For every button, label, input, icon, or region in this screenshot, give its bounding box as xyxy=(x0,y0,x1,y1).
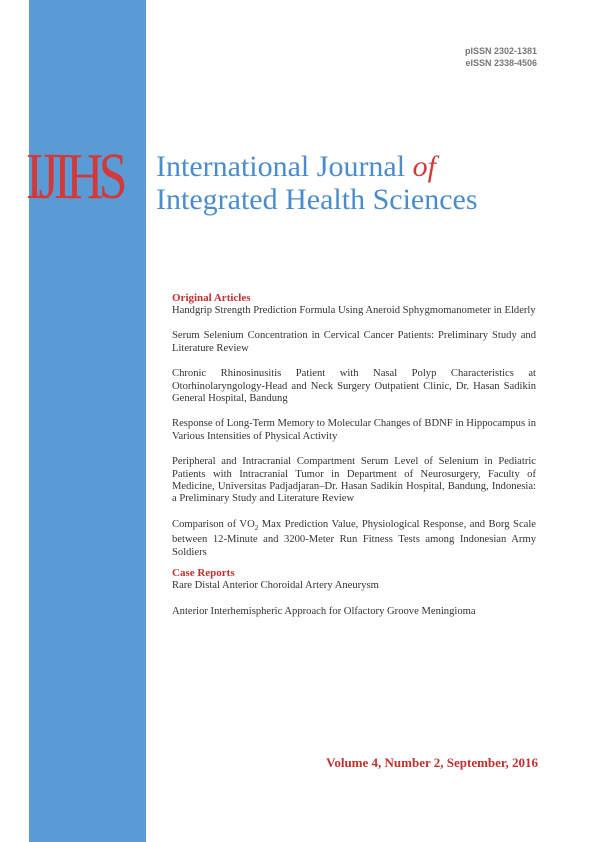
section-heading-original-articles: Original Articles xyxy=(172,292,251,304)
volume-issue-info: Volume 4, Number 2, September, 2016 xyxy=(326,755,538,770)
article-title[interactable]: Response of Long-Term Memory to Molecular Changes of BDNF in Hippocampus in Various Intensities of Physical Activity xyxy=(172,418,536,442)
print-issn: pISSN 2302-1381 xyxy=(464,46,537,56)
table-of-contents xyxy=(172,292,536,631)
issn-block xyxy=(465,45,537,69)
journal-title-line1: International Journal of xyxy=(156,150,436,183)
title-of: of xyxy=(412,150,436,183)
journal-title-line2: Integrated Health Sciences xyxy=(156,183,478,216)
blue-side-band xyxy=(29,0,146,842)
article-title[interactable]: Anterior Interhemispheric Approach for Olfactory Groove Meningioma xyxy=(172,605,476,617)
article-title[interactable]: Peripheral and Intracranial Compartment Serum Level of Selenium in Pediatric Patients with Intracranial Tumor in Department of Neurosurgery, Faculty of Medicine, Universitas Padjadjaran–Dr. Hasan Sadikin Hospital, Bandung, Indonesia: a Preliminary Study and Literature Review xyxy=(172,456,536,505)
journal-logo: IJIHS xyxy=(26,140,123,213)
electronic-issn: eISSN 2338-4506 xyxy=(465,58,537,68)
section-heading-case-reports: Case Reports xyxy=(172,567,235,580)
article-title[interactable]: Comparison of $VO_2$ Max Prediction Value, Physiological Response, and Borg Scale between 12-Minute and 3200-Meter Run Fitness Tests among Indonesian Army Soldiers xyxy=(172,518,537,558)
journal-title xyxy=(156,150,478,216)
article-title[interactable]: Rare Distal Anterior Choroidal Artery Aneurysm xyxy=(172,580,379,592)
article-title[interactable]: Chronic Rhinosinusitis Patient with Nasal Polyp Characteristics at Otorhinolaryngology-Head and Neck Surgery Outpatient Clinic, Dr. Hasan Sadikin General Hospital, Bandung xyxy=(172,368,536,405)
article-title[interactable]: Handgrip Strength Prediction Formula Using Aneroid Sphygmomanometer in Elderly xyxy=(172,305,536,316)
article-title[interactable]: Serum Selenium Concentration in Cervical Cancer Patients: Preliminary Study and Literature Review xyxy=(172,330,536,354)
